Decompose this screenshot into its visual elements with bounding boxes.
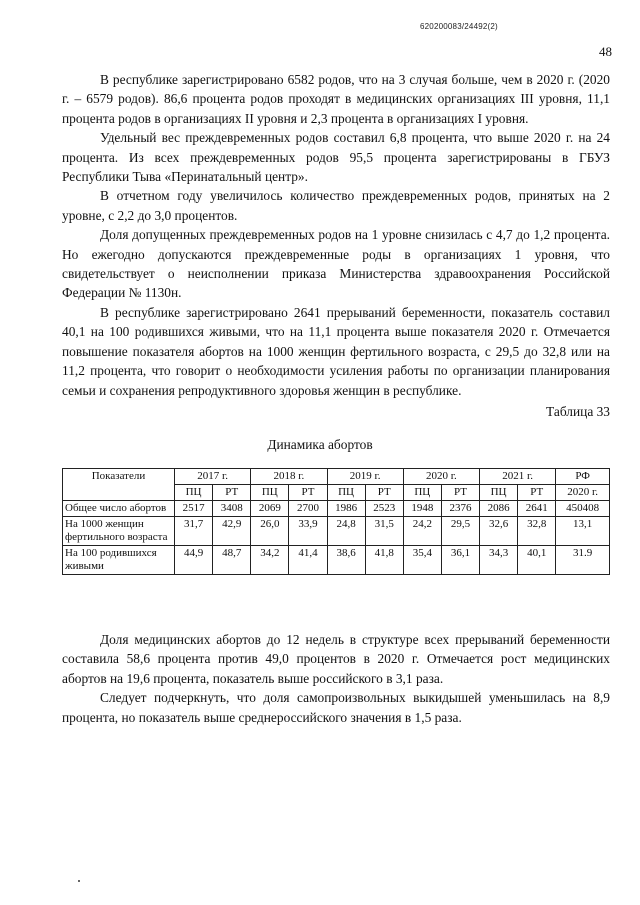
- row-label: На 100 родившихся живыми: [63, 546, 175, 575]
- table-cell: 24,2: [403, 517, 441, 546]
- table-cell: 24,8: [327, 517, 365, 546]
- table-label: Таблица 33: [546, 404, 610, 419]
- scan-speck: [78, 880, 80, 882]
- table-cell: 2641: [518, 501, 556, 517]
- table-cell: 2086: [480, 501, 518, 517]
- header-year: 2019 г.: [327, 469, 403, 485]
- table-row: [63, 501, 610, 517]
- page-number: 48: [599, 44, 612, 59]
- table-cell: 1986: [327, 501, 365, 517]
- paragraph: Доля допущенных преждевременных родов на 1 уровне снизилась с 4,7 до 1,2 процента. Но ежегодно допускаются преждевременные роды в организациях 1 уровня, что свидетельствует о неисполнении приказа Министерства здравоохранения Российской Федерации № 1130н.: [62, 227, 610, 301]
- table-cell: 31,7: [175, 517, 213, 546]
- table-cell: 2700: [289, 501, 327, 517]
- paragraph: В отчетном году увеличилось количество преждевременных родов, принятых на 2 уровне, с 2,2 до 3,0 процентов.: [62, 188, 610, 223]
- header-indicator: Показатели: [63, 469, 175, 501]
- after-table-text: [62, 630, 610, 727]
- paragraph: Доля медицинских абортов до 12 недель в структуре всех прерываний беременности составила 58,6 процента против 49,0 процентов в 2020 г. Отмечается рост медицинских абортов на 19,6 процента, показатель выше российского в 3,1 раза.: [62, 632, 610, 686]
- row-label: На 1000 женщин фертильного возраста: [63, 517, 175, 546]
- table-cell: 2376: [441, 501, 479, 517]
- table-cell: 2069: [251, 501, 289, 517]
- table-cell: 36,1: [441, 546, 479, 575]
- paragraph: В республике зарегистрировано 6582 родов, что на 3 случая больше, чем в 2020 г. (2020 г. – 6579 родов). 86,6 процента родов проходят в медицинских организациях III уровня, 11,1 процента родов в организациях II уровня и 2,3 процента в организациях I уровня.: [62, 72, 610, 126]
- header-year: 2017 г.: [175, 469, 251, 485]
- header-year: 2020 г.: [403, 469, 479, 485]
- table-cell: 1948: [403, 501, 441, 517]
- body-text: [62, 70, 610, 400]
- header-year: 2018 г.: [251, 469, 327, 485]
- table-cell: 29,5: [441, 517, 479, 546]
- table-cell: 26,0: [251, 517, 289, 546]
- table-cell: 41,4: [289, 546, 327, 575]
- abortion-dynamics-table: [62, 468, 610, 575]
- table-cell: 32,6: [480, 517, 518, 546]
- table-cell: 2523: [365, 501, 403, 517]
- subheader-rt: РТ: [213, 485, 251, 501]
- header-year: 2021 г.: [480, 469, 556, 485]
- table-cell: 450408: [556, 501, 610, 517]
- table-cell: 3408: [213, 501, 251, 517]
- subheader-rt: РТ: [365, 485, 403, 501]
- paragraph: Следует подчеркнуть, что доля самопроизвольных выкидышей уменьшилась на 8,9 процента, но показатель выше среднероссийского значения в 1,5 раза.: [62, 690, 610, 725]
- table-cell: 32,8: [518, 517, 556, 546]
- table-cell: 38,6: [327, 546, 365, 575]
- table-cell: 40,1: [518, 546, 556, 575]
- subheader-pc: ПЦ: [175, 485, 213, 501]
- table-cell: 41,8: [365, 546, 403, 575]
- document-id: 620200083/24492(2): [420, 22, 498, 31]
- table-cell: 35,4: [403, 546, 441, 575]
- subheader-pc: ПЦ: [403, 485, 441, 501]
- table-cell: 33,9: [289, 517, 327, 546]
- table-title: Динамика абортов: [267, 437, 373, 452]
- table-cell: 42,9: [213, 517, 251, 546]
- table-row: [63, 546, 610, 575]
- row-label: Общее число абортов: [63, 501, 175, 517]
- paragraph: Удельный вес преждевременных родов составил 6,8 процента, что выше 2020 г. на 24 процента. Из всех преждевременных родов 95,5 процента зарегистрированы в ГБУЗ Республики Тыва «Перинатальный центр».: [62, 130, 610, 185]
- table-cell: 31.9: [556, 546, 610, 575]
- table-row: [63, 517, 610, 546]
- subheader-rt: РТ: [289, 485, 327, 501]
- table-cell: 34,2: [251, 546, 289, 575]
- subheader-rf-year: 2020 г.: [556, 485, 610, 501]
- table-cell: 34,3: [480, 546, 518, 575]
- subheader-pc: ПЦ: [480, 485, 518, 501]
- subheader-rt: РТ: [518, 485, 556, 501]
- paragraph: В республике зарегистрировано 2641 прерываний беременности, показатель составил 40,1 на 100 родившихся живыми, что на 11,1 процента выше показателя 2020 г. Отмечается повышение показателя абортов на 1000 женщин фертильного возраста, с 29,5 до 32,8 или на 11,2 процента, что говорит о необходимости усиления работы по организации планирования семьи и сохранения репродуктивного здоровья женщин в республике.: [62, 304, 610, 398]
- subheader-rt: РТ: [441, 485, 479, 501]
- subheader-pc: ПЦ: [251, 485, 289, 501]
- table-cell: 2517: [175, 501, 213, 517]
- table-header-row: [63, 469, 610, 485]
- table-cell: 48,7: [213, 546, 251, 575]
- table-cell: 13,1: [556, 517, 610, 546]
- header-rf: РФ: [556, 469, 610, 485]
- table-cell: 44,9: [175, 546, 213, 575]
- table-cell: 31,5: [365, 517, 403, 546]
- subheader-pc: ПЦ: [327, 485, 365, 501]
